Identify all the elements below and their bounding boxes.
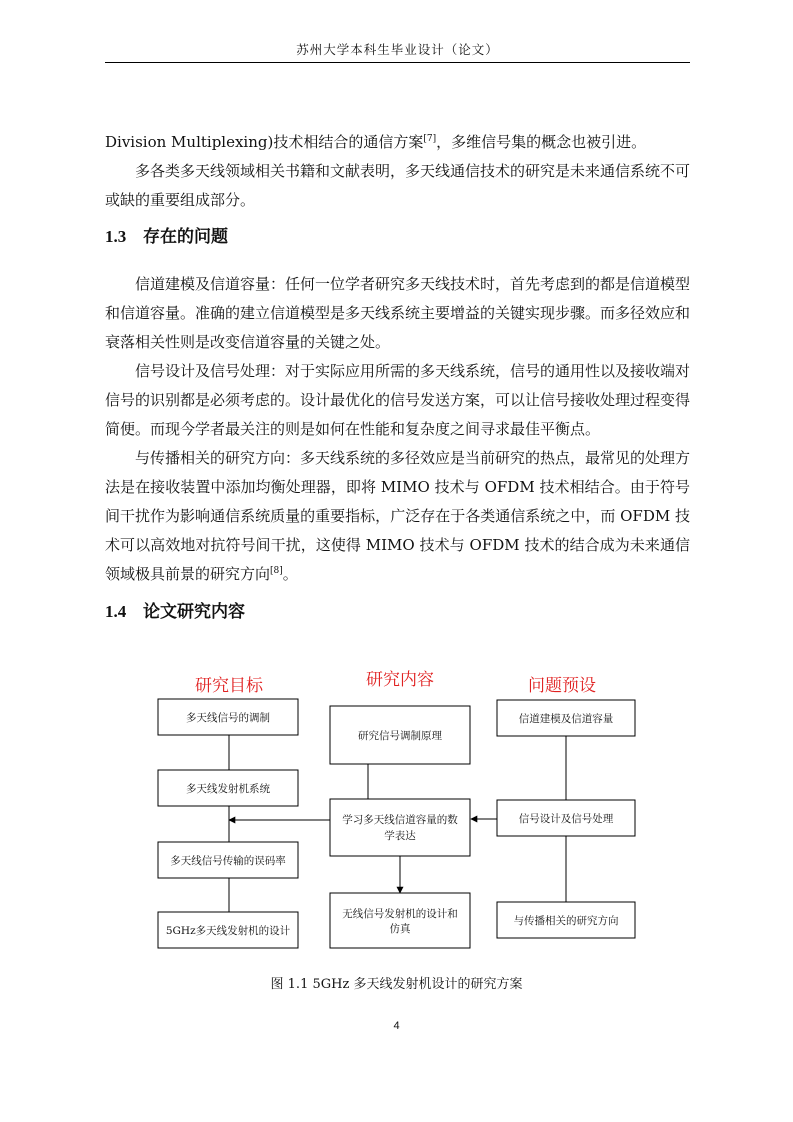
right-column — [497, 700, 635, 938]
citation: [7] — [423, 134, 437, 144]
paragraph: 信号设计及信号处理：对于实际应用所需的多天线系统，信号的通用性以及接收端对信号的识别都是必须考虑的。设计最优化的信号发送方案，可以让信号接收处理过程变得简便。而现今学者最关注的则是如何在性能和复杂度之间寻求最佳平衡点。 — [105, 362, 691, 438]
box-label: 信号设计及信号处理 — [518, 813, 614, 825]
box-label: 学习多天线信道容量的数 — [342, 814, 458, 826]
section-number: 1.3 — [105, 227, 127, 246]
left-column — [158, 699, 298, 948]
column-title-goals: 研究目标 — [195, 676, 263, 696]
box-label: 信道建模及信道容量 — [518, 713, 614, 725]
box-content — [330, 893, 470, 948]
figure-caption: 图 1.1 5GHz 多天线发射机设计的研究方案 — [270, 977, 523, 992]
box-label: 仿真 — [389, 923, 411, 935]
citation: [8] — [270, 566, 283, 576]
paragraph-text: 。 — [282, 565, 298, 583]
box-label: 多天线发射机系统 — [186, 783, 270, 795]
column-title-content: 研究内容 — [366, 670, 434, 690]
paragraph-text: Division Multiplexing)技术相结合的通信方案 — [105, 133, 424, 151]
section-title: 存在的问题 — [143, 227, 228, 247]
box-label: 与传播相关的研究方向 — [513, 915, 619, 927]
page-number: 4 — [393, 1020, 400, 1032]
section-title: 论文研究内容 — [143, 602, 245, 622]
middle-column — [330, 706, 470, 948]
box-label: 无线信号发射机的设计和 — [342, 908, 458, 920]
box-content — [330, 799, 470, 856]
box-label: 学表达 — [384, 830, 416, 842]
paragraph-text: 与传播相关的研究方向：多天线系统的多径效应是当前研究的热点，最常见的处理方法是在接收装置中添加均衡处理器，即将 MIMO 技术与 OFDM 技术相结合。由于符号间干扰作为影响通信系统质量的重要指标，广泛存在于各类通信系统之中，而 OFDM 技术可以高效地对抗符号间干扰，这使得 MIMO 技术与 OFDM 技术的结合成为未来通信领域极具前景的研究方向 — [105, 449, 691, 583]
box-label: 多天线信号传输的误码率 — [170, 855, 286, 867]
paragraph: 信道建模及信道容量：任何一位学者研究多天线技术时，首先考虑到的都是信道模型和信道容量。准确的建立信道模型是多天线系统主要增益的关键实现步骤。而多径效应和衰落相关性则是改变信道容量的关键之处。 — [105, 275, 691, 351]
paragraph: 多各类多天线领域相关书籍和文献表明，多天线通信技术的研究是未来通信系统不可或缺的重要组成部分。 — [105, 162, 691, 209]
paragraph-text: ，多维信号集的概念也被引进。 — [436, 133, 647, 151]
box-label: 研究信号调制原理 — [358, 730, 442, 742]
running-header: 苏州大学本科生毕业设计（论文） — [296, 42, 499, 57]
column-title-problems: 问题预设 — [528, 676, 596, 696]
section-number: 1.4 — [105, 602, 127, 621]
box-label: 多天线信号的调制 — [186, 712, 270, 724]
box-label: 5GHz多天线发射机的设计 — [165, 925, 291, 937]
